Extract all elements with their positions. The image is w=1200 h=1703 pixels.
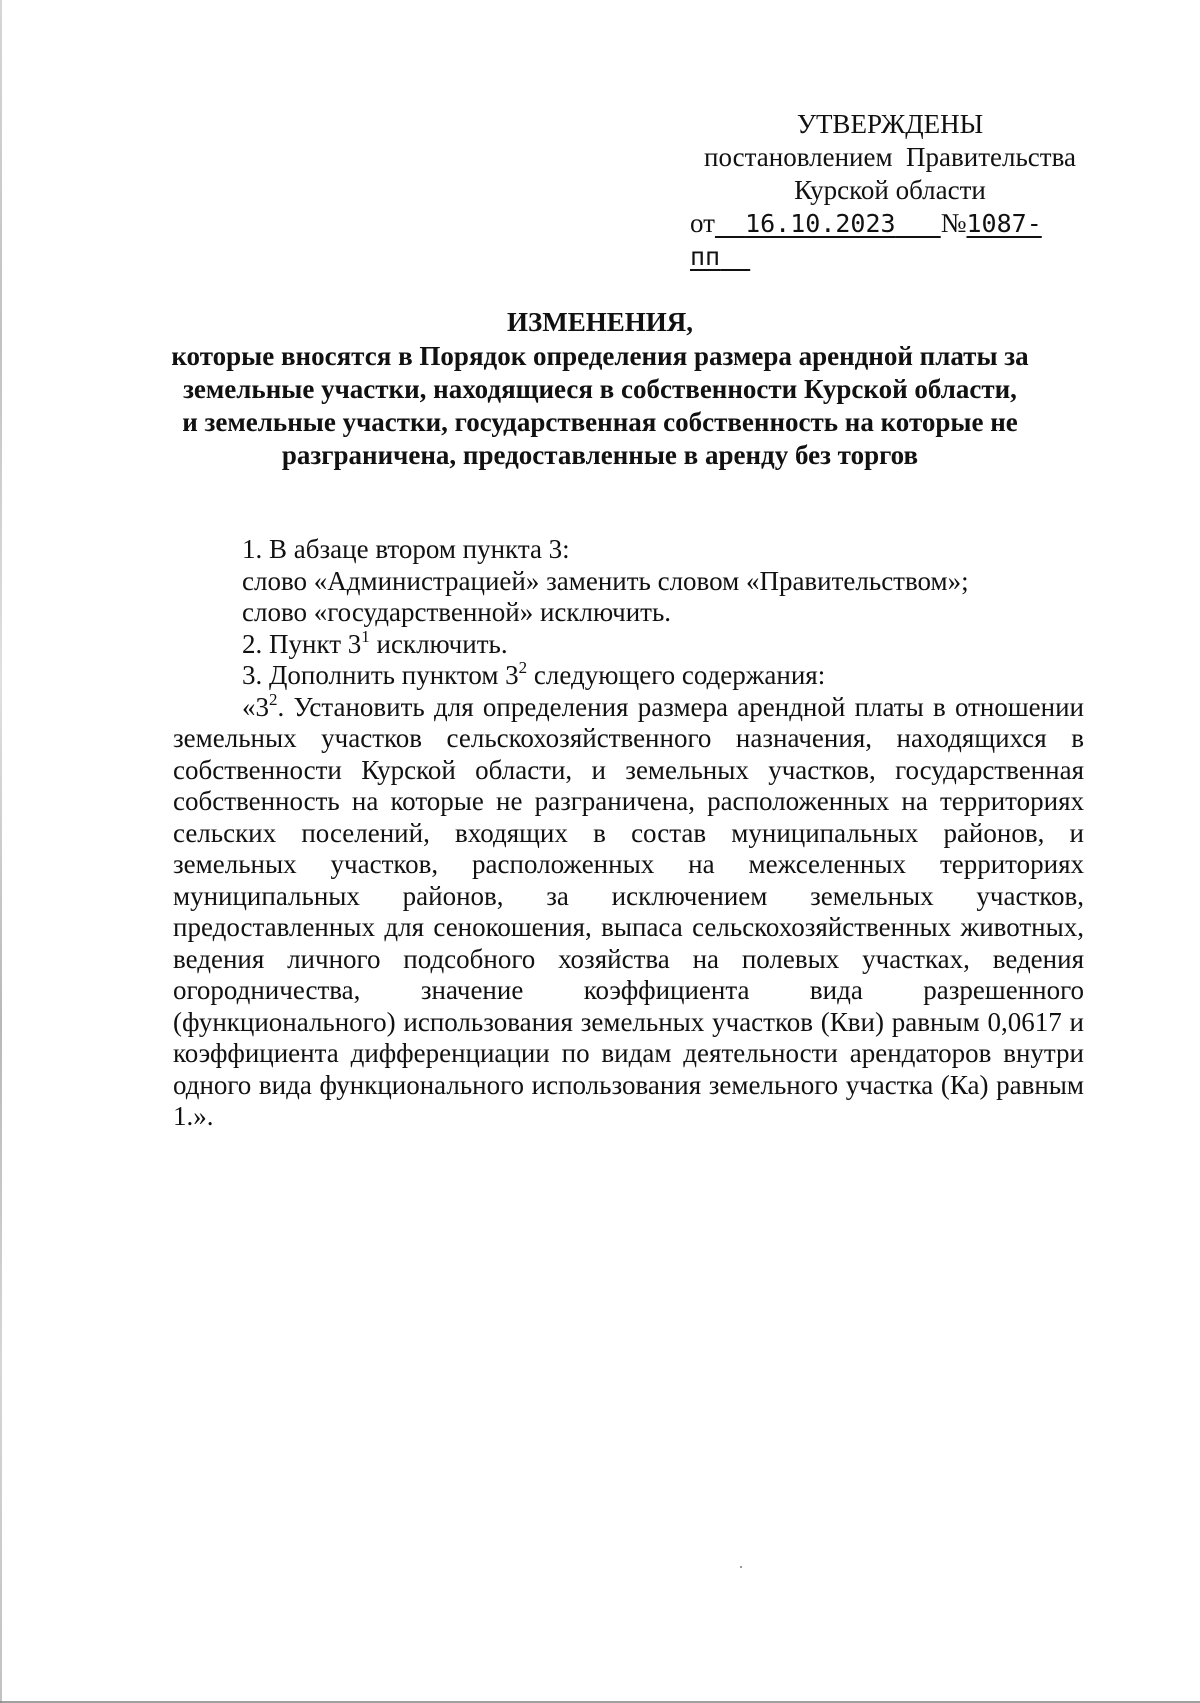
item-1-b: слово «государственной» исключить. [242,597,672,627]
item-2-superscript: 1 [361,626,370,646]
title-sub-line-3: и земельные участки, государственная собственность на которые не [182,407,1018,437]
number-prefix: № [940,208,967,238]
item-3-superscript: 2 [518,658,528,677]
item-2 [173,626,1084,661]
item-1-a: слово «Администрацией» заменить словом «Правительством»; [242,565,969,596]
item-3-end: следующего содержания: [527,660,826,690]
item-2-end: исключить. [369,628,508,659]
approval-line-1: постановлением Правительства [704,142,1076,172]
title-sub-line-2: земельные участки, находящиеся в собственности Курской области, [183,374,1017,404]
date-prefix: от [690,208,715,238]
item-3-start: 3. Дополнить пунктом 3 [242,660,519,690]
approval-stamp-block [690,108,1090,273]
item-3 [173,660,1084,692]
title-sub-line-4: разграничена, предоставленные в аренду без торгов [281,440,919,470]
title-main: ИЗМЕНЕНИЯ, [506,307,693,337]
item-1: 1. В абзаце втором пункта 3: [242,534,570,564]
date-value [715,209,941,238]
document-title [120,306,1080,472]
approval-heading: УТВЕРЖДЕНЫ [796,109,984,139]
quote-text: . Установить для определения размера арендной платы в отношении земельных участков сельскохозяйственного назначения, находящихся в собственности Курской области, и земельных участков, государственная собственность на которые не разграничена, расположенных на территориях сельских поселений, входящих в состав муниципальных районов, и земельных участков, расположенных на межселенных территориях муниципальных районов, за исключением земельных участков, предоставленных для сенокошения, выпаса сельскохозяйственных животных, ведения личного подсобного хозяйства на полевых участках, ведения огородничества, значение коэффициента вида разрешенного (функционального) использования земельных участков (Кви) равным 0,0617 и коэффициента дифференциации по видам деятельности арендаторов внутри одного вида функционального использования земельного участка (Ка) равным 1.». [173,691,1084,1131]
quote-superscript: 2 [269,689,278,709]
approval-date-line [690,207,1090,273]
date-value-text: 16.10.2023 [745,209,896,238]
quote-start: «3 [242,691,269,722]
scan-speck [740,1566,742,1568]
item-2-start: 2. Пункт 3 [242,628,362,659]
number-value-text: 1087-пп [690,209,1042,271]
scan-edge-left [0,0,2,1703]
approval-line-2: Курской области [794,175,986,205]
quoted-paragraph [173,689,1084,1133]
document-body [173,534,1084,1133]
title-sub-line-1: которые вносятся в Порядок определения размера арендной платы за [171,341,1029,371]
